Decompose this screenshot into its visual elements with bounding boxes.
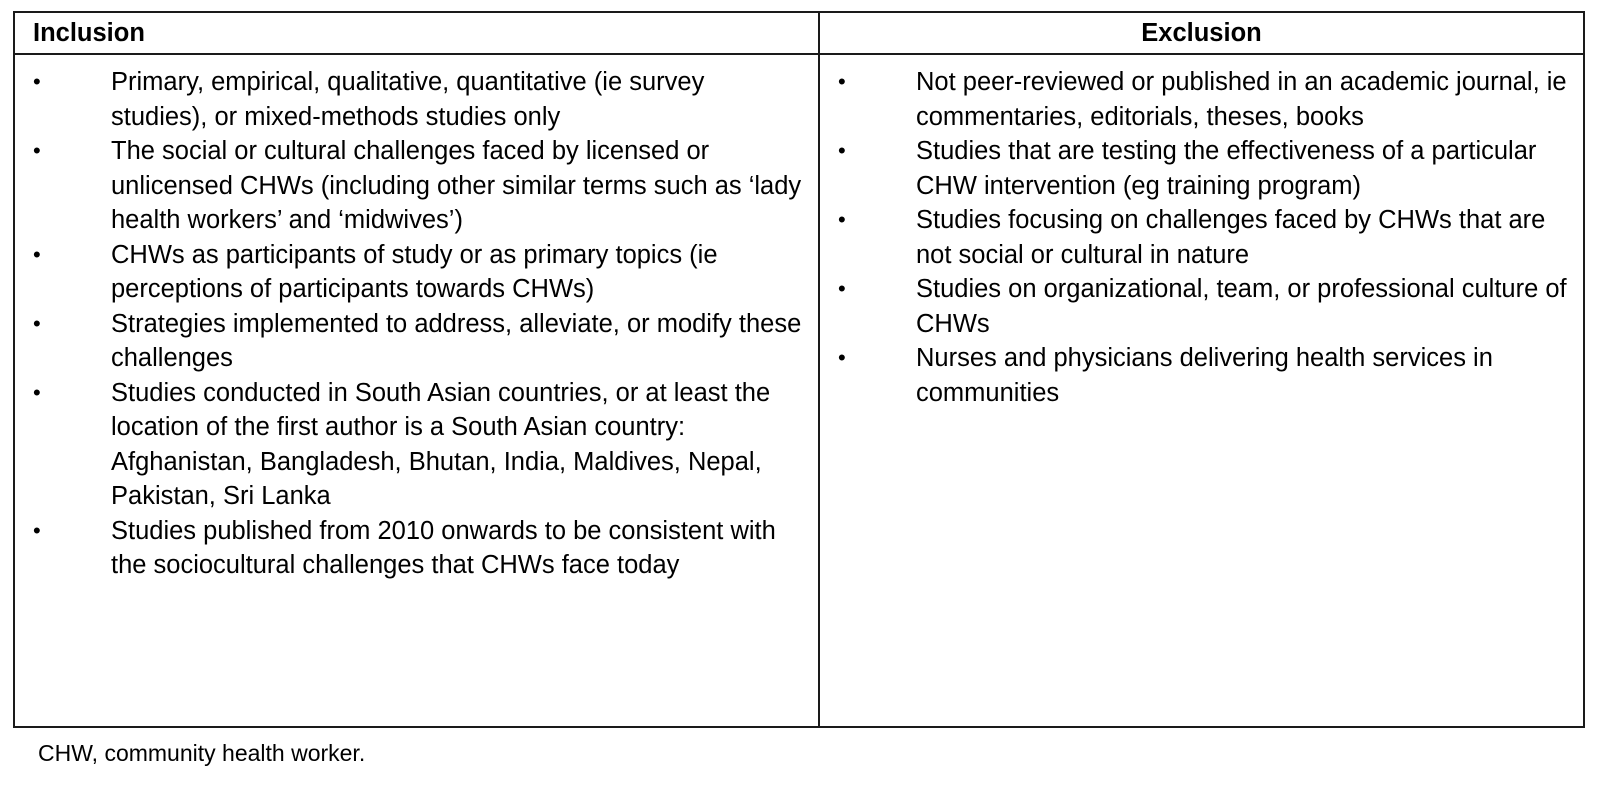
list-item: [820, 134, 1569, 203]
inclusion-item-text: The social or cultural challenges faced by licensed or unlicensed CHWs (including other similar terms such as ‘lady health workers’ and ‘midwives’): [111, 137, 802, 234]
inclusion-item-text: Primary, empirical, qualitative, quantitative (ie survey studies), or mixed-methods studies only: [111, 68, 705, 131]
list-item: [820, 65, 1569, 134]
bullet-icon: •: [33, 379, 41, 405]
list-item: [820, 203, 1569, 272]
bullet-icon: •: [838, 69, 846, 94]
inclusion-item-text: CHWs as participants of study or as primary topics (ie perceptions of participants towards CHWs): [111, 240, 718, 303]
bullet-icon: •: [838, 207, 846, 232]
list-item: [820, 341, 1569, 410]
list-item: [15, 134, 804, 238]
bullet-icon: •: [838, 345, 846, 370]
bullet-icon: •: [33, 138, 41, 163]
bullet-icon: •: [33, 241, 41, 267]
inclusion-item-text: Studies published from 2010 onwards to be consistent with the sociocultural challenges that CHWs face today: [111, 516, 776, 579]
inclusion-cell: [14, 54, 819, 727]
bullet-icon: •: [33, 69, 41, 94]
inclusion-header: Inclusion: [14, 12, 819, 54]
exclusion-item-text: Not peer-reviewed or published in an academic journal, ie commentaries, editorials, theses, books: [916, 68, 1567, 131]
bullet-icon: •: [838, 276, 846, 301]
inclusion-item-text: Studies conducted in South Asian countries, or at least the location of the first author is a South Asian country: Afghanistan, Bangladesh, Bhutan, India, Maldives, Nepal, Pakistan, Sri Lanka: [111, 378, 771, 510]
bullet-icon: •: [33, 517, 41, 543]
list-item: [15, 65, 804, 134]
exclusion-item-text: Studies that are testing the effectiveness of a particular CHW intervention (eg training program): [916, 137, 1537, 200]
exclusion-item-text: Nurses and physicians delivering health services in communities: [916, 344, 1493, 407]
list-item: [15, 238, 804, 307]
table-footnote: CHW, community health worker.: [38, 740, 366, 766]
inclusion-list: [15, 55, 818, 583]
criteria-row: [14, 54, 1584, 727]
exclusion-header: Exclusion: [819, 12, 1584, 54]
exclusion-list: [820, 55, 1583, 410]
exclusion-cell: [819, 54, 1584, 727]
bullet-icon: •: [33, 310, 41, 336]
list-item: [15, 376, 804, 514]
list-item: [15, 514, 804, 583]
header-row: [14, 12, 1584, 54]
criteria-table: [13, 11, 1585, 728]
exclusion-item-text: Studies on organizational, team, or professional culture of CHWs: [916, 275, 1567, 338]
bullet-icon: •: [838, 138, 846, 163]
list-item: [15, 307, 804, 376]
exclusion-item-text: Studies focusing on challenges faced by CHWs that are not social or cultural in nature: [916, 206, 1546, 269]
inclusion-item-text: Strategies implemented to address, alleviate, or modify these challenges: [111, 309, 802, 372]
list-item: [820, 272, 1569, 341]
